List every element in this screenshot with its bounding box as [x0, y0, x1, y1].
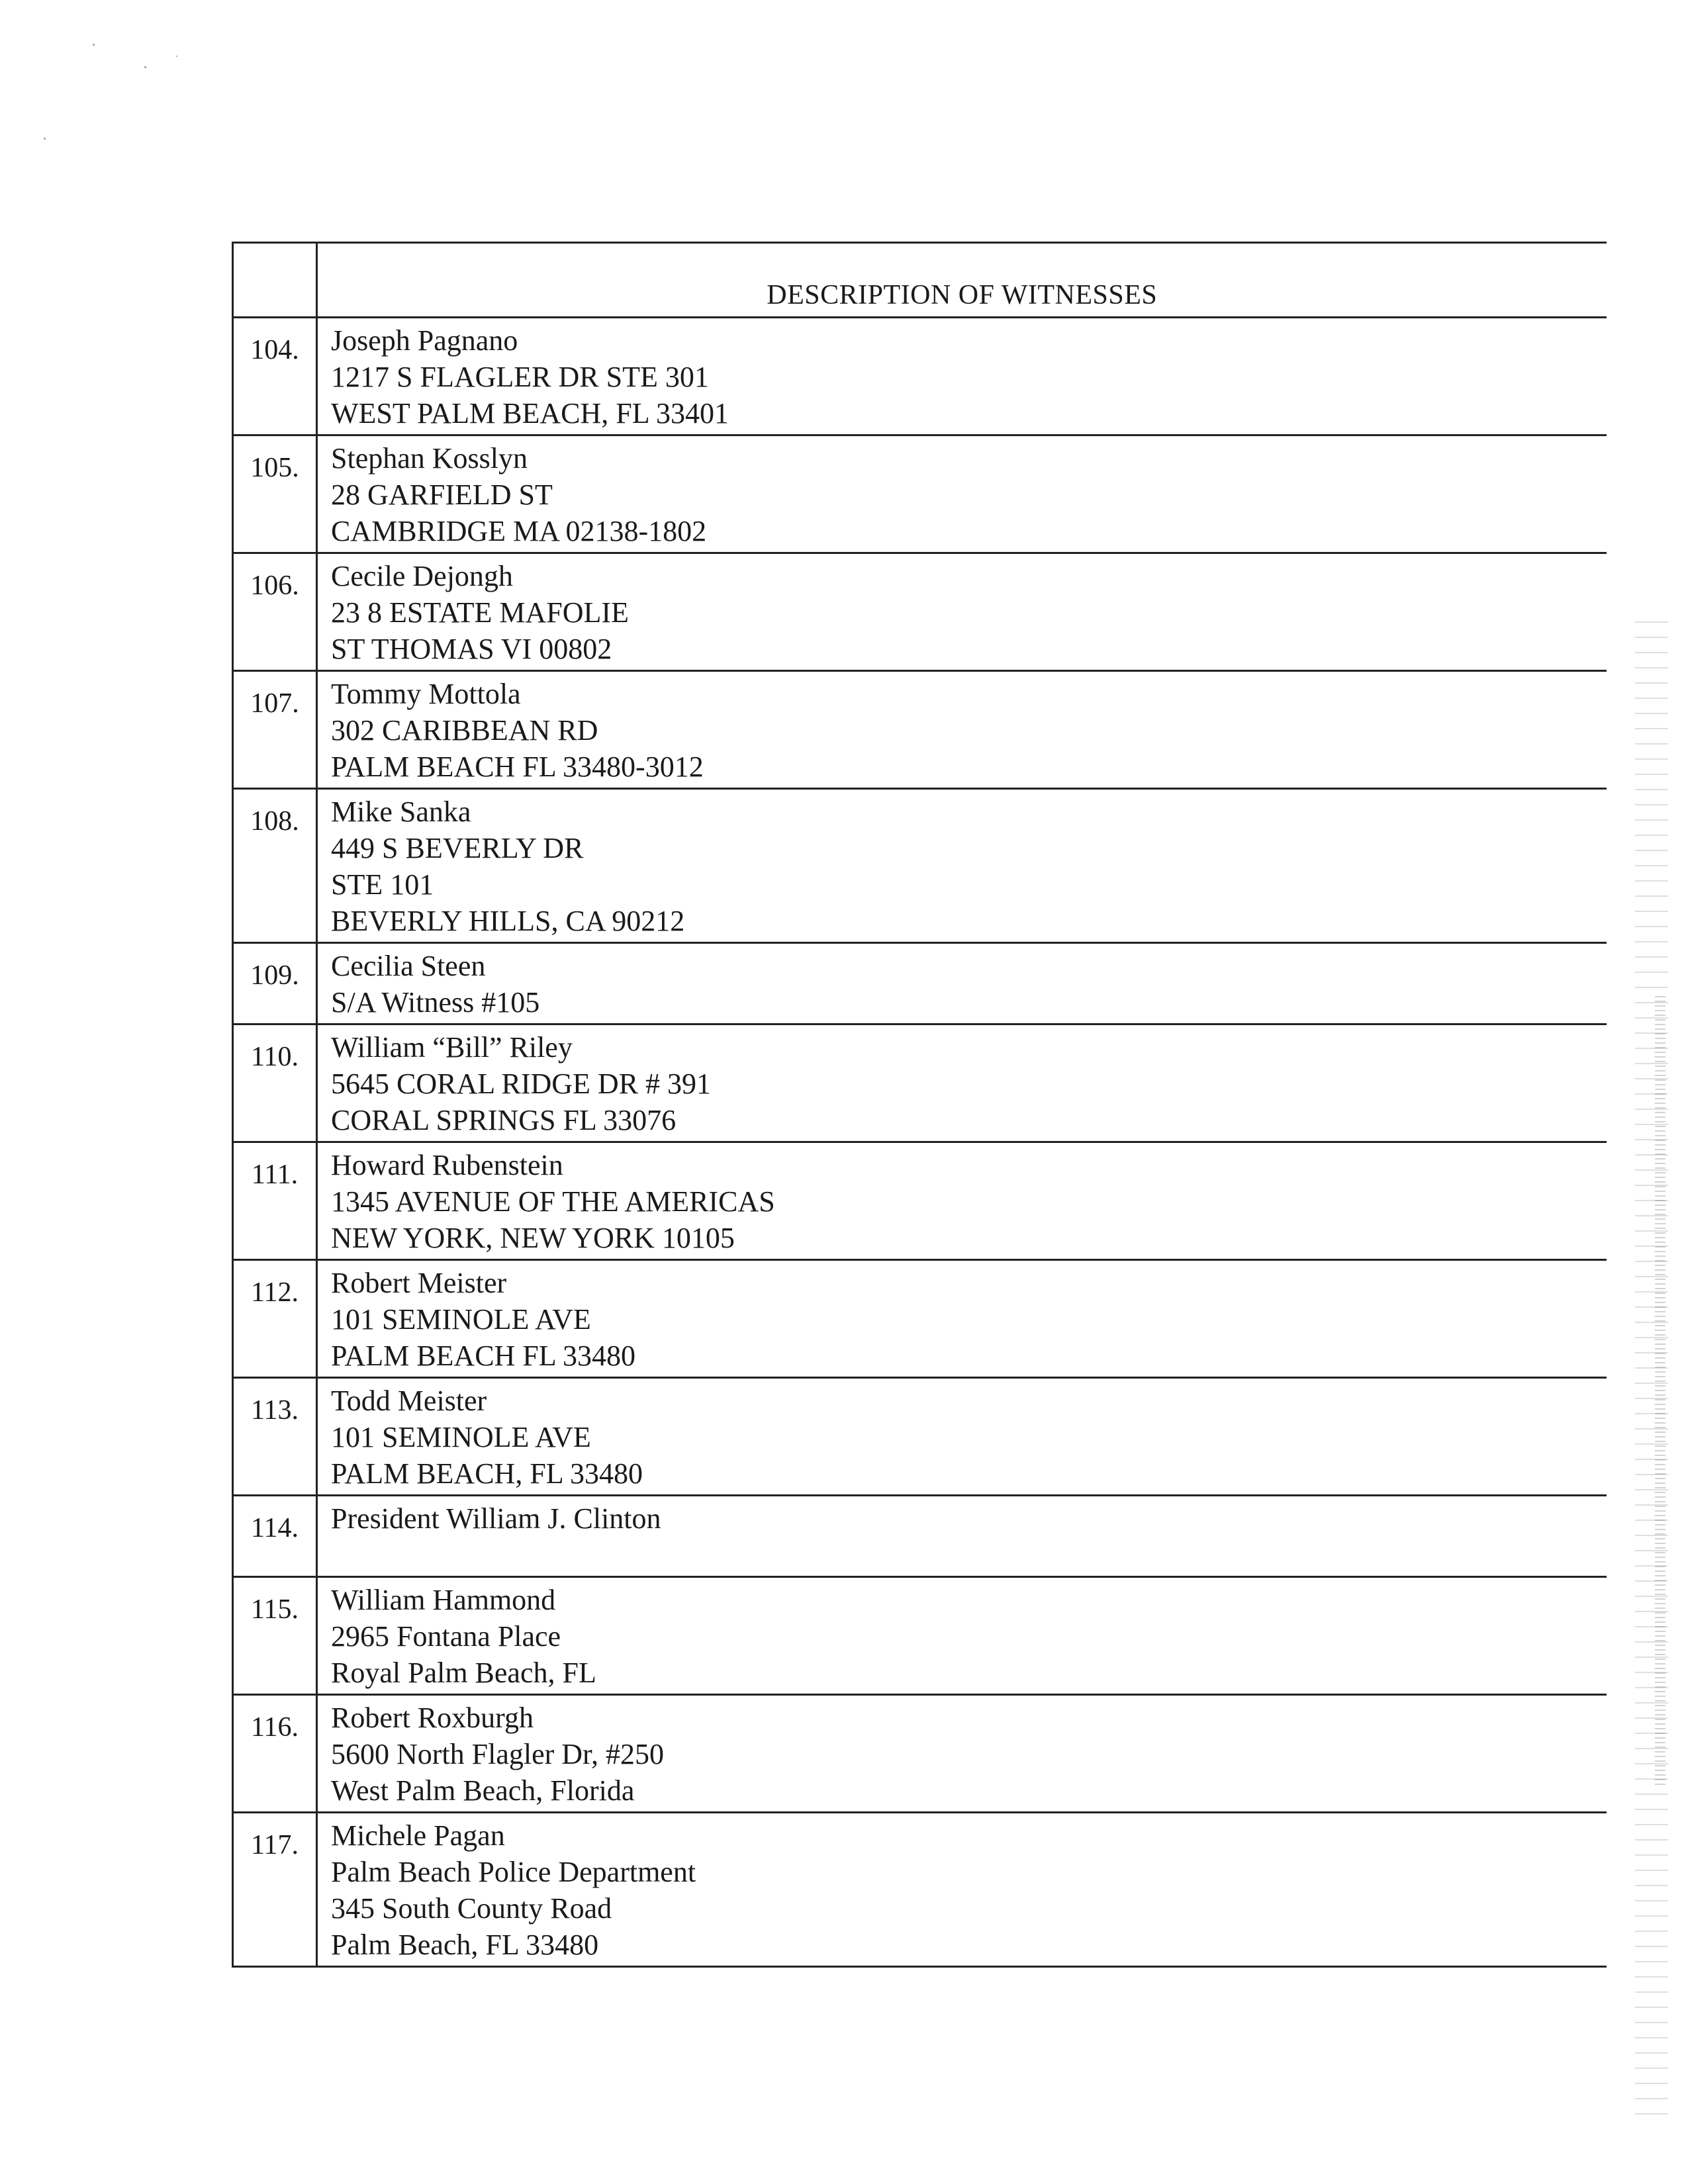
witness-name: Cecilia Steen — [331, 950, 486, 982]
witness-address-line: NEW YORK, NEW YORK 10105 — [331, 1222, 735, 1254]
scan-speck — [44, 138, 46, 140]
witness-name: William Hammond — [331, 1584, 556, 1616]
witness-address-line: 1217 S FLAGLER DR STE 301 — [331, 361, 709, 393]
witness-name: Robert Meister — [331, 1267, 507, 1299]
witness-address-line: 101 SEMINOLE AVE — [331, 1303, 591, 1336]
witness-table-body — [233, 243, 1607, 1967]
witness-description — [317, 1024, 1607, 1142]
table-row — [233, 553, 1607, 671]
witness-description — [317, 671, 1607, 789]
witness-address-line: S/A Witness #105 — [331, 986, 540, 1019]
witness-description — [317, 1496, 1607, 1577]
witness-address-line: 302 CARIBBEAN RD — [331, 714, 598, 747]
table-row — [233, 1024, 1607, 1142]
witness-number: 106. — [233, 553, 317, 671]
scan-speck — [144, 66, 146, 68]
witness-address-line: PALM BEACH, FL 33480 — [331, 1457, 643, 1490]
witness-address-line: 101 SEMINOLE AVE — [331, 1421, 591, 1453]
witness-address-line: 345 South County Road — [331, 1892, 612, 1925]
witness-description — [317, 943, 1607, 1024]
witness-address-line: West Palm Beach, Florida — [331, 1774, 635, 1807]
witness-name: Howard Rubenstein — [331, 1149, 563, 1181]
witness-address-line: 23 8 ESTATE MAFOLIE — [331, 596, 629, 629]
witness-number: 107. — [233, 671, 317, 789]
witness-number: 105. — [233, 435, 317, 553]
table-row — [233, 671, 1607, 789]
witness-description — [317, 789, 1607, 943]
witness-name: Joseph Pagnano — [331, 324, 518, 357]
witness-address-line: BEVERLY HILLS, CA 90212 — [331, 905, 685, 937]
witness-description — [317, 318, 1607, 435]
table-row — [233, 1142, 1607, 1260]
witness-name: Tommy Mottola — [331, 678, 521, 710]
header-description-cell — [317, 243, 1607, 318]
table-row — [233, 1813, 1607, 1967]
scan-speck — [176, 56, 177, 57]
witness-number: 109. — [233, 943, 317, 1024]
witness-number: 115. — [233, 1577, 317, 1695]
witness-number: 108. — [233, 789, 317, 943]
witness-description — [317, 1577, 1607, 1695]
witness-number: 116. — [233, 1695, 317, 1813]
witness-description — [317, 1142, 1607, 1260]
witness-name: Robert Roxburgh — [331, 1702, 534, 1734]
table-row — [233, 1378, 1607, 1496]
table-row — [233, 318, 1607, 435]
scan-edge-noise — [1655, 993, 1665, 1787]
witness-address-line: PALM BEACH FL 33480 — [331, 1340, 636, 1372]
witness-address-line: Royal Palm Beach, FL — [331, 1657, 596, 1689]
witness-description — [317, 1813, 1607, 1967]
witness-address-line: CORAL SPRINGS FL 33076 — [331, 1104, 677, 1136]
witness-name: Mike Sanka — [331, 796, 471, 828]
table-row — [233, 1260, 1607, 1378]
witness-address-line: WEST PALM BEACH, FL 33401 — [331, 397, 729, 430]
scan-speck — [93, 44, 95, 46]
table-header-row — [233, 243, 1607, 318]
witness-table — [232, 242, 1607, 1968]
witness-description — [317, 553, 1607, 671]
witness-address-line: 449 S BEVERLY DR — [331, 832, 584, 864]
witness-address-line: 5600 North Flagler Dr, #250 — [331, 1738, 664, 1770]
witness-address-line: STE 101 — [331, 868, 434, 901]
table-row — [233, 1577, 1607, 1695]
witness-address-line: 5645 CORAL RIDGE DR # 391 — [331, 1068, 712, 1100]
witness-address-line: ST THOMAS VI 00802 — [331, 633, 612, 665]
witness-number: 114. — [233, 1496, 317, 1577]
table-header-title: DESCRIPTION OF WITNESSES — [767, 280, 1158, 310]
table-row — [233, 943, 1607, 1024]
witness-address-line: 2965 Fontana Place — [331, 1620, 561, 1653]
table-row — [233, 789, 1607, 943]
witness-name: Cecile Dejongh — [331, 560, 513, 592]
table-row — [233, 435, 1607, 553]
witness-name: Todd Meister — [331, 1385, 487, 1417]
witness-description — [317, 1378, 1607, 1496]
table-row — [233, 1496, 1607, 1577]
witness-address-line: Palm Beach Police Department — [331, 1856, 696, 1888]
witness-address-line: 1345 AVENUE OF THE AMERICAS — [331, 1185, 775, 1218]
witness-number: 111. — [233, 1142, 317, 1260]
witness-address-line — [331, 1537, 1607, 1573]
witness-number: 112. — [233, 1260, 317, 1378]
witness-description — [317, 435, 1607, 553]
witness-address-line: Palm Beach, FL 33480 — [331, 1929, 599, 1961]
witness-description — [317, 1260, 1607, 1378]
witness-address-line: 28 GARFIELD ST — [331, 478, 553, 511]
witness-number: 110. — [233, 1024, 317, 1142]
header-number-cell — [233, 243, 317, 318]
witness-name: William “Bill” Riley — [331, 1031, 573, 1064]
witness-name: President William J. Clinton — [331, 1502, 661, 1535]
witness-address-line: PALM BEACH FL 33480-3012 — [331, 751, 704, 783]
witness-name: Stephan Kosslyn — [331, 442, 528, 475]
witness-description — [317, 1695, 1607, 1813]
witness-number: 104. — [233, 318, 317, 435]
witness-number: 113. — [233, 1378, 317, 1496]
witness-number: 117. — [233, 1813, 317, 1967]
witness-address-line: CAMBRIDGE MA 02138-1802 — [331, 515, 707, 547]
table-row — [233, 1695, 1607, 1813]
witness-name: Michele Pagan — [331, 1819, 505, 1852]
